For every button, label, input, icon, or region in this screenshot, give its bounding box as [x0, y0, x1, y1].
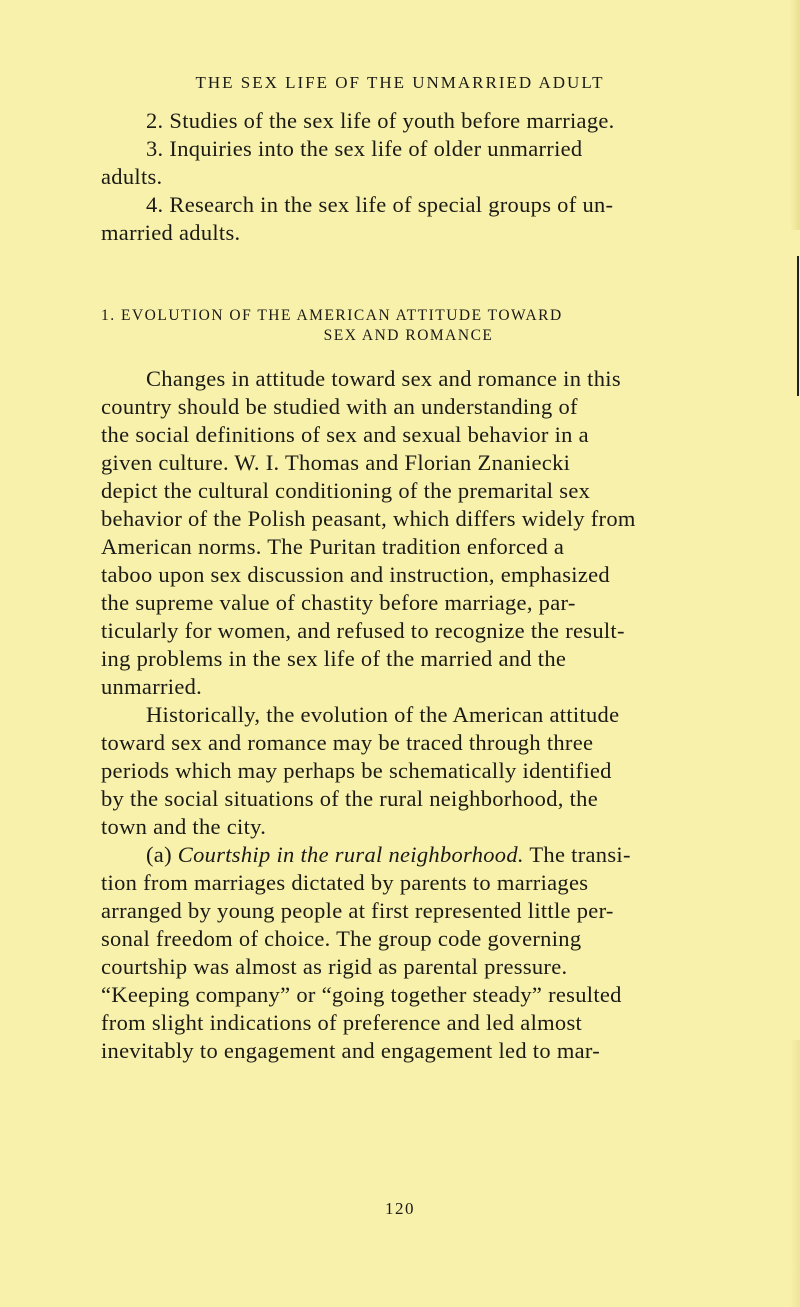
- paragraph-line: Historically, the evolution of the American attitude: [146, 702, 620, 727]
- paragraph-line: ing problems in the sex life of the married and the: [101, 646, 567, 671]
- section-heading-line-2: SEX AND ROMANCE: [323, 327, 494, 344]
- paragraph-line: the supreme value of chastity before marriage, par-: [101, 590, 576, 615]
- paragraph-line: arranged by young people at first represented little per-: [101, 898, 614, 923]
- list-item-3: 3. Inquiries into the sex life of older unmarried: [146, 136, 583, 161]
- list-item-4-continued: married adults.: [101, 220, 241, 245]
- paragraph-line: from slight indications of preference and led almost: [101, 1010, 583, 1035]
- page-number: 120: [385, 1199, 415, 1218]
- paragraph-line: the social definitions of sex and sexual behavior in a: [101, 422, 589, 447]
- paragraph-line: [101, 841, 716, 869]
- paragraph-line: inevitably to engagement and engagement led to mar-: [101, 1038, 601, 1063]
- paragraph-line: taboo upon sex discussion and instruction, emphasized: [101, 562, 610, 587]
- paragraph-line: ticularly for women, and refused to recognize the result-: [101, 618, 625, 643]
- section-heading: [101, 306, 716, 346]
- section-heading-line-1: 1. EVOLUTION OF THE AMERICAN ATTITUDE TOWARD: [101, 307, 563, 324]
- list-item-3-continued: adults.: [101, 164, 163, 189]
- paragraph-line: tion from marriages dictated by parents to marriages: [101, 870, 589, 895]
- subsection-title: Courtship in the rural neighborhood.: [177, 842, 524, 867]
- paragraph-line: town and the city.: [101, 814, 267, 839]
- paragraph-line: unmarried.: [101, 674, 203, 699]
- paragraph-line: given culture. W. I. Thomas and Florian Znaniecki: [101, 450, 571, 475]
- numbered-list: [101, 107, 716, 247]
- paragraph-line: American norms. The Puritan tradition enforced a: [101, 534, 565, 559]
- list-item-4: 4. Research in the sex life of special groups of un-: [146, 192, 614, 217]
- paragraph-historically: [101, 701, 716, 841]
- paragraph-line: by the social situations of the rural neighborhood, the: [101, 786, 599, 811]
- paragraph-line: toward sex and romance may be traced through three: [101, 730, 594, 755]
- page-edge-shadow: [790, 0, 800, 230]
- subsection-marker: (a): [146, 842, 178, 867]
- paragraph-line: Changes in attitude toward sex and romance in this: [146, 366, 621, 391]
- paragraph-line: depict the cultural conditioning of the premarital sex: [101, 478, 591, 503]
- list-item-2: 2. Studies of the sex life of youth before marriage.: [146, 108, 615, 133]
- page-edge-shadow-lower: [790, 1040, 800, 1307]
- paragraph-line-rest: The transi-: [523, 842, 631, 867]
- paragraph-line: “Keeping company” or “going together steady” resulted: [101, 982, 622, 1007]
- paragraph-courtship: [101, 841, 716, 1065]
- paragraph-line: periods which may perhaps be schematically identified: [101, 758, 612, 783]
- page-edge-mark: [797, 256, 799, 396]
- body-text: [101, 365, 716, 1065]
- paragraph-line: country should be studied with an understanding of: [101, 394, 578, 419]
- paragraph-line: sonal freedom of choice. The group code governing: [101, 926, 582, 951]
- running-head: THE SEX LIFE OF THE UNMARRIED ADULT: [195, 73, 605, 92]
- paragraph-changes: [101, 365, 716, 701]
- paragraph-line: behavior of the Polish peasant, which differs widely from: [101, 506, 636, 531]
- paragraph-line: courtship was almost as rigid as parental pressure.: [101, 954, 568, 979]
